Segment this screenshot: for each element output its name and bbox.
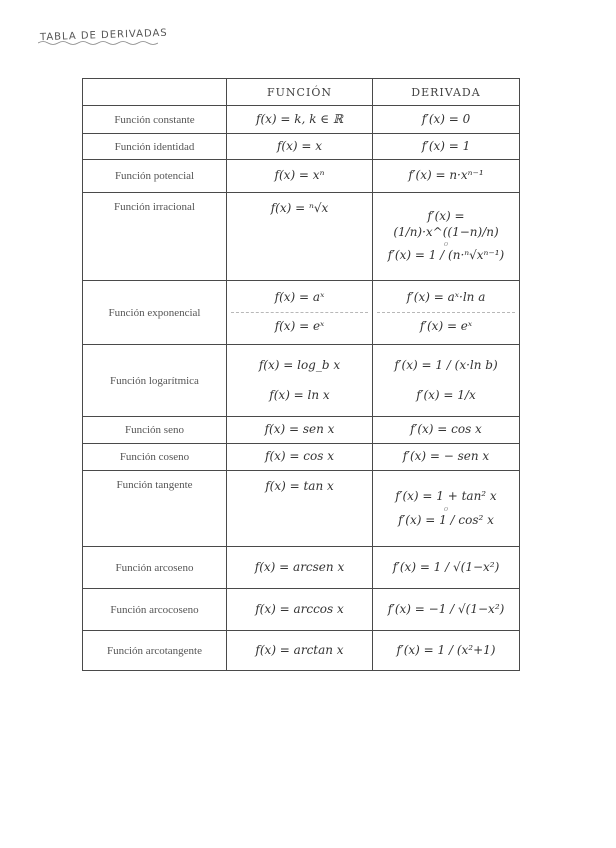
function-name: Función logarítmica bbox=[83, 345, 227, 417]
function-name: Función seno bbox=[83, 417, 227, 444]
function-formula: f(x) = sen x bbox=[227, 417, 373, 444]
derivative-formula: f′(x) = − sen x bbox=[373, 444, 520, 471]
function-formula: f(x) = xⁿ bbox=[227, 160, 373, 193]
derivative-formula: f′(x) = 1 + tan² x o f′(x) = 1 / cos² x bbox=[373, 471, 520, 547]
derivative-formula: f′(x) = 1 bbox=[373, 134, 520, 160]
function-formula: f(x) = arctan x bbox=[227, 631, 373, 671]
derivative-formula: f′(x) = cos x bbox=[373, 417, 520, 444]
table-header-row bbox=[83, 79, 520, 106]
function-formula: f(x) = log_b x f(x) = ln x bbox=[227, 345, 373, 417]
table-row bbox=[83, 193, 520, 281]
table-row bbox=[83, 547, 520, 589]
function-formula: f(x) = aˣ f(x) = eˣ bbox=[227, 281, 373, 345]
function-name: Función identidad bbox=[83, 134, 227, 160]
table-row bbox=[83, 106, 520, 134]
function-name: Función coseno bbox=[83, 444, 227, 471]
page-title: TABLA DE DERIVADAS bbox=[39, 27, 168, 44]
table-row bbox=[83, 281, 520, 345]
function-name: Función exponencial bbox=[83, 281, 227, 345]
function-formula: f(x) = k, k ∈ ℝ bbox=[227, 106, 373, 134]
derivative-formula: f′(x) = (1/n)·x^((1−n)/n) o f′(x) = 1 / (n·ⁿ√xⁿ⁻¹) bbox=[373, 193, 520, 281]
derivative-formula: f′(x) = 1 / (x·ln b) f′(x) = 1/x bbox=[373, 345, 520, 417]
column-header-derivada: DERIVADA bbox=[373, 79, 520, 106]
function-formula: f(x) = ⁿ√x bbox=[227, 193, 373, 281]
derivative-formula: f′(x) = 0 bbox=[373, 106, 520, 134]
table-row bbox=[83, 160, 520, 193]
function-name: Función arcoseno bbox=[83, 547, 227, 589]
derivative-formula: f′(x) = 1 / √(1−x²) bbox=[373, 547, 520, 589]
function-formula: f(x) = arccos x bbox=[227, 589, 373, 631]
function-formula: f(x) = arcsen x bbox=[227, 547, 373, 589]
function-formula: f(x) = cos x bbox=[227, 444, 373, 471]
table-row bbox=[83, 345, 520, 417]
function-formula: f(x) = tan x bbox=[227, 471, 373, 547]
function-name: Función arcocoseno bbox=[83, 589, 227, 631]
table-row bbox=[83, 631, 520, 671]
table-row bbox=[83, 417, 520, 444]
function-name: Función potencial bbox=[83, 160, 227, 193]
derivative-formula: f′(x) = −1 / √(1−x²) bbox=[373, 589, 520, 631]
table-row bbox=[83, 134, 520, 160]
function-name: Función irracional bbox=[83, 193, 227, 281]
function-formula: f(x) = x bbox=[227, 134, 373, 160]
derivative-formula: f′(x) = aˣ·ln a f′(x) = eˣ bbox=[373, 281, 520, 345]
function-name: Función tangente bbox=[83, 471, 227, 547]
function-name: Función arcotangente bbox=[83, 631, 227, 671]
derivatives-table bbox=[82, 78, 520, 671]
title-underline bbox=[38, 40, 158, 46]
table-row bbox=[83, 444, 520, 471]
table-row bbox=[83, 589, 520, 631]
column-header-funcion: FUNCIÓN bbox=[227, 79, 373, 106]
function-name: Función constante bbox=[83, 106, 227, 134]
derivative-formula: f′(x) = n·xⁿ⁻¹ bbox=[373, 160, 520, 193]
table-row bbox=[83, 471, 520, 547]
derivative-formula: f′(x) = 1 / (x²+1) bbox=[373, 631, 520, 671]
header-blank-cell bbox=[83, 79, 227, 106]
